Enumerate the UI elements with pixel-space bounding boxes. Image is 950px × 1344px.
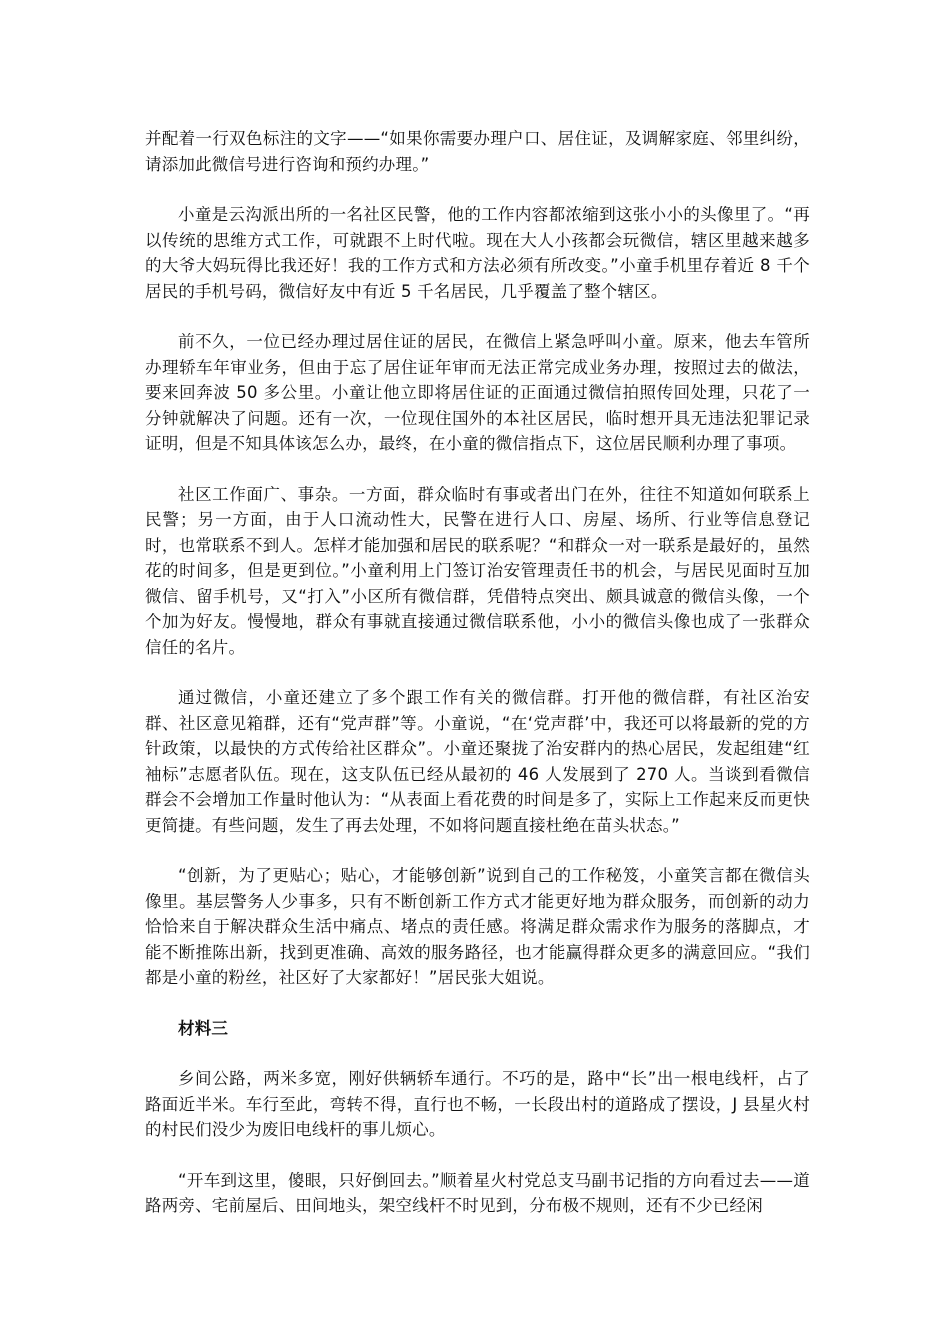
paragraph-6: “创新，为了更贴心；贴心，才能够创新”说到自己的工作秘笈，小童笑言都在微信头像里。基层警务人少事多，只有不断创新工作方式才能更好地为群众服务，而创新的动力恰恰来自于解决群众生活中痛点、堵点的责任感。将满足群众需求作为服务的落脚点，才能不断推陈出新，找到更准确、高效的服务路径，也才能赢得群众更多的满意回应。“我们都是小童的粉丝，社区好了大家都好！”居民张大姐说。 — [145, 866, 810, 987]
paragraph-8: “开车到这里，傻眼，只好倒回去。”顺着星火村党总支马副书记指的方向看过去——道路两旁、宅前屋后、田间地头，架空线杆不时见到，分布极不规则，还有不少已经闲 — [145, 1170, 810, 1215]
paragraph-4: 社区工作面广、事杂。一方面，群众临时有事或者出门在外，往往不知道如何联系上民警；另一方面，由于人口流动性大，民警在进行人口、房屋、场所、行业等信息登记时，也常联系不到人。怎样才能加强和居民的联系呢？“和群众一对一联系是最好的，虽然花的时间多，但是更到位。”小童利用上门签订治安管理责任书的机会，与居民见面时互加微信、留手机号，又“打入”小区所有微信群，凭借特点突出、颇具诚意的微信头像，一个个加为好友。慢慢地，群众有事就直接通过微信联系他，小小的微信头像也成了一张群众信任的名片。 — [145, 484, 810, 657]
document-page — [145, 126, 810, 1244]
paragraph-1: 并配着一行双色标注的文字——“如果你需要办理户口、居住证，及调解家庭、邻里纠纷，请添加此微信号进行咨询和预约办理。” — [145, 129, 810, 174]
paragraph-3: 前不久，一位已经办理过居住证的居民，在微信上紧急呼叫小童。原来，他去车管所办理轿车年审业务，但由于忘了居住证年审而无法正常完成业务办理，按照过去的做法，要来回奔波 50 多公里。小童让他立即将居住证的正面通过微信拍照传回处理，只花了一分钟就解决了问题。还有一次，一位现住国外的本社区居民，临时想开具无违法犯罪记录证明，但是不知具体该怎么办，最终，在小童的微信指点下，这位居民顺利办理了事项。 — [145, 332, 810, 453]
paragraph-5: 通过微信，小童还建立了多个跟工作有关的微信群。打开他的微信群，有社区治安群、社区意见箱群，还有“党声群”等。小童说，“在‘党声群’中，我还可以将最新的党的方针政策，以最快的方式传给社区群众”。小童还聚拢了治安群内的热心居民，发起组建“红袖标”志愿者队伍。现在，这支队伍已经从最初的 46 人发展到了 270 人。当谈到看微信群会不会增加工作量时他认为：“从表面上看花费的时间是多了，实际上工作起来反而更快更简捷。有些问题，发生了再去处理，不如将问题直接杜绝在苗头状态。” — [145, 688, 810, 835]
paragraph-2: 小童是云沟派出所的一名社区民警，他的工作内容都浓缩到这张小小的头像里了。“再以传统的思维方式工作，可就跟不上时代啦。现在大人小孩都会玩微信，辖区里越来越多的大爷大妈玩得比我还好！我的工作方式和方法必须有所改变。”小童手机里存着近 8 千个居民的手机号码，微信好友中有近 5 千名居民，几乎覆盖了整个辖区。 — [145, 205, 810, 301]
paragraph-7: 乡间公路，两米多宽，刚好供辆轿车通行。不巧的是，路中“长”出一根电线杆，占了路面近半米。车行至此，弯转不得，直行也不畅，一长段出村的道路成了摆设，J 县星火村的村民们没少为废旧电线杆的事儿烦心。 — [145, 1069, 810, 1139]
section-heading: 材料三 — [178, 1018, 229, 1038]
